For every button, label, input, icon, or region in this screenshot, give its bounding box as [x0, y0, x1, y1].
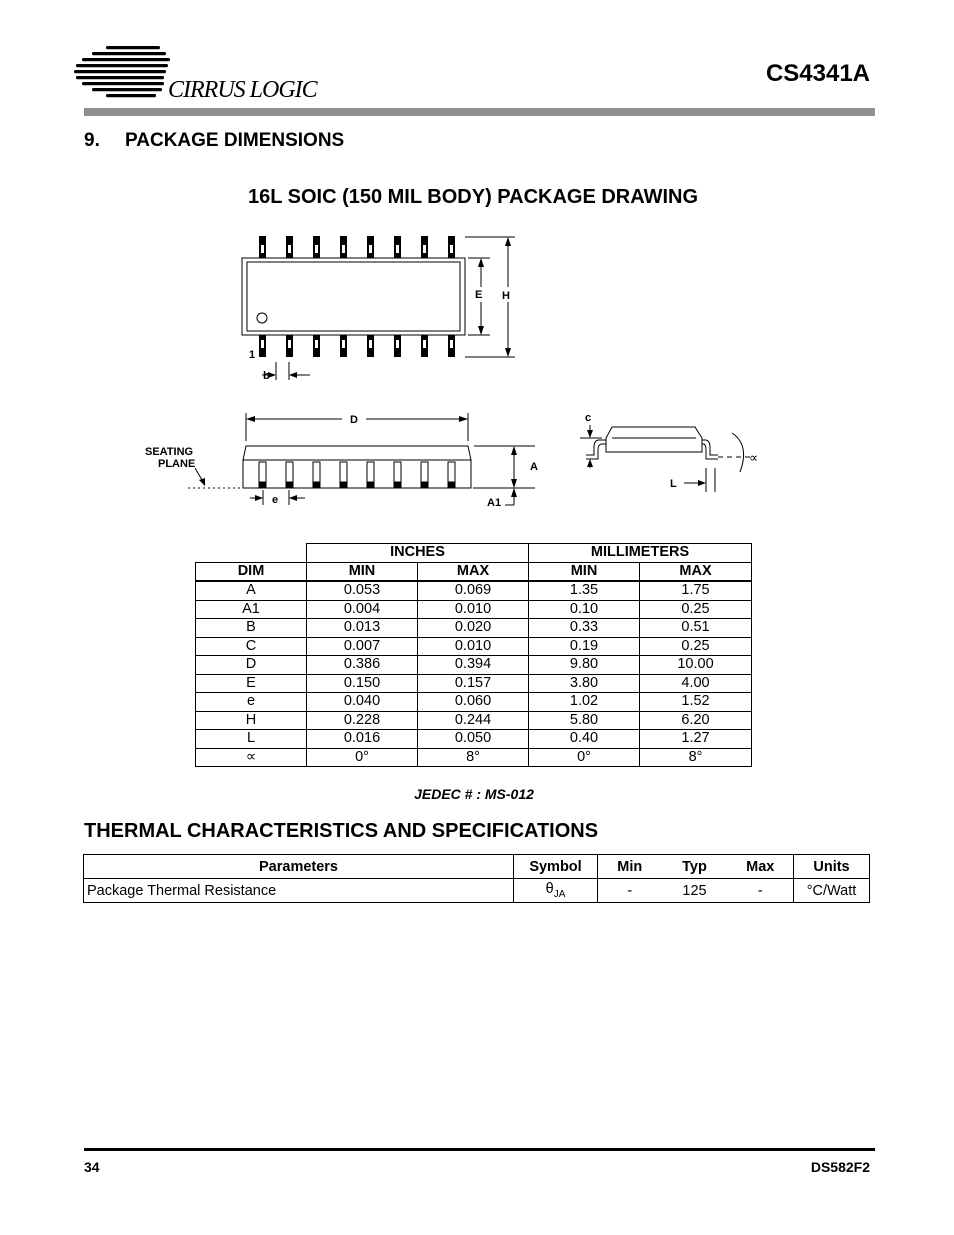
table-cell: B: [196, 619, 307, 638]
table-cell: 0.050: [418, 730, 529, 749]
footer-rule: [84, 1148, 875, 1151]
section-number: 9.: [84, 130, 100, 151]
label-seating-1: SEATING: [145, 446, 194, 458]
table-cell: 0.244: [418, 711, 529, 730]
thermal-title: THERMAL CHARACTERISTICS AND SPECIFICATIONS: [84, 820, 599, 842]
table-cell: 0.040: [307, 693, 418, 712]
thermal-col-parameters: Parameters: [84, 855, 514, 879]
table-cell: 1.35: [529, 581, 640, 600]
table-row: [196, 674, 752, 693]
thermal-max: -: [728, 879, 794, 903]
table-cell: ∝: [196, 748, 307, 767]
table-cell: 0.228: [307, 711, 418, 730]
table-cell: 0.394: [418, 656, 529, 675]
table-cell: 0.007: [307, 637, 418, 656]
table-cell: 0.060: [418, 693, 529, 712]
label-l: L: [670, 478, 677, 490]
col-header-in-max: MAX: [418, 562, 529, 581]
table-cell: 0.004: [307, 600, 418, 619]
col-header-in-min: MIN: [307, 562, 418, 581]
table-cell: 0.51: [640, 619, 752, 638]
thermal-col-units: Units: [794, 855, 870, 879]
table-cell: A1: [196, 600, 307, 619]
table-corner: [196, 544, 307, 563]
group-header-inches: INCHES: [307, 544, 529, 563]
table-cell: 0.10: [529, 600, 640, 619]
table-cell: 0.150: [307, 674, 418, 693]
jedec-reference: JEDEC # : MS-012: [414, 786, 534, 802]
table-row: [196, 600, 752, 619]
label-a1: A1: [487, 497, 502, 509]
top-pins-window: [261, 245, 453, 253]
table-cell: 1.27: [640, 730, 752, 749]
table-cell: L: [196, 730, 307, 749]
page-number: 34: [84, 1159, 100, 1175]
col-header-mm-max: MAX: [640, 562, 752, 581]
table-cell: D: [196, 656, 307, 675]
table-cell: 1.52: [640, 693, 752, 712]
table-cell: 0.013: [307, 619, 418, 638]
table-cell: 0.25: [640, 600, 752, 619]
table-cell: 0.40: [529, 730, 640, 749]
table-cell: 0°: [307, 748, 418, 767]
table-cell: 0.33: [529, 619, 640, 638]
table-row: [196, 711, 752, 730]
table-cell: 0.053: [307, 581, 418, 600]
label-d: D: [350, 414, 358, 426]
drawing-title: 16L SOIC (150 MIL BODY) PACKAGE DRAWING: [247, 186, 699, 208]
table-row: [84, 879, 870, 903]
thermal-table: [83, 854, 870, 903]
table-cell: C: [196, 637, 307, 656]
table-cell: 0.010: [418, 637, 529, 656]
thermal-min: -: [598, 879, 662, 903]
dimensions-table-body: [196, 581, 752, 767]
thermal-col-typ: Typ: [662, 855, 728, 879]
table-cell: 0.020: [418, 619, 529, 638]
label-pin1: 1: [249, 349, 256, 361]
table-cell: 10.00: [640, 656, 752, 675]
label-angle: ∝: [749, 450, 759, 465]
side-view-body: [243, 460, 471, 488]
thermal-col-max: Max: [728, 855, 794, 879]
side-view-leads: [259, 462, 455, 488]
table-cell: E: [196, 674, 307, 693]
theta-subscript: JA: [553, 888, 566, 900]
table-cell: 0.19: [529, 637, 640, 656]
part-number: CS4341A: [765, 60, 870, 87]
table-cell: 1.02: [529, 693, 640, 712]
label-e: E: [475, 289, 483, 301]
table-cell: 8°: [418, 748, 529, 767]
section-title: PACKAGE DIMENSIONS: [125, 130, 345, 151]
label-a: A: [530, 461, 538, 473]
label-pitch-e: e: [272, 494, 279, 506]
table-row: [196, 693, 752, 712]
label-seating-2: PLANE: [158, 458, 196, 470]
table-row: [196, 730, 752, 749]
table-cell: 0.016: [307, 730, 418, 749]
label-h: H: [502, 290, 510, 302]
col-header-mm-min: MIN: [529, 562, 640, 581]
thermal-typ: 125: [662, 879, 728, 903]
label-b: b: [263, 370, 270, 382]
table-cell: 0°: [529, 748, 640, 767]
table-cell: 6.20: [640, 711, 752, 730]
table-cell: 0.010: [418, 600, 529, 619]
table-row: [196, 637, 752, 656]
table-row: [196, 656, 752, 675]
table-cell: 3.80: [529, 674, 640, 693]
thermal-col-min: Min: [598, 855, 662, 879]
table-cell: H: [196, 711, 307, 730]
thermal-col-symbol: Symbol: [514, 855, 598, 879]
table-cell: 8°: [640, 748, 752, 767]
end-view-body: [606, 427, 702, 452]
table-cell: 4.00: [640, 674, 752, 693]
table-cell: 0.386: [307, 656, 418, 675]
top-view-body: [242, 258, 465, 335]
table-cell: 1.75: [640, 581, 752, 600]
document-number: DS582F2: [810, 1159, 870, 1175]
pin1-marker: [257, 313, 267, 323]
group-header-millimeters: MILLIMETERS: [529, 544, 752, 563]
table-row: [196, 581, 752, 600]
package-drawing: [0, 0, 954, 530]
table-cell: 5.80: [529, 711, 640, 730]
table-cell: 0.069: [418, 581, 529, 600]
col-header-dim: DIM: [196, 562, 307, 581]
table-cell: 0.157: [418, 674, 529, 693]
table-cell: A: [196, 581, 307, 600]
table-row: [196, 748, 752, 767]
table-row: [196, 619, 752, 638]
thermal-symbol: [514, 879, 598, 903]
side-view-top: [243, 446, 471, 460]
logo-text: CIRRUS LOGIC: [168, 77, 317, 103]
table-cell: e: [196, 693, 307, 712]
table-cell: 9.80: [529, 656, 640, 675]
dimensions-table: [195, 543, 752, 767]
label-c: c: [585, 412, 592, 424]
thermal-parameter: Package Thermal Resistance: [84, 879, 514, 903]
thermal-units: °C/Watt: [794, 879, 870, 903]
theta-symbol: θ: [545, 881, 554, 898]
top-view-inner: [247, 262, 460, 331]
table-cell: 0.25: [640, 637, 752, 656]
